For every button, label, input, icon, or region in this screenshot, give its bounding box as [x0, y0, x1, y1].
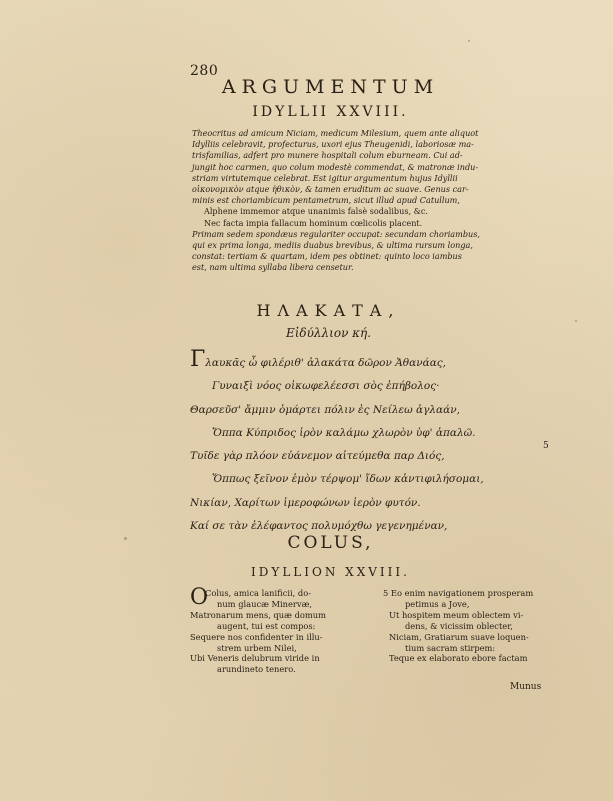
argument-line: minis est choriambicum pentametrum, sicut illud apud Catullum,: [192, 195, 460, 206]
latin-line-text: Eo enim navigationem prosperam: [390, 588, 534, 598]
argument-line: Theocritus ad amicum Niciam, medicum Milesium, quem ante aliquot: [192, 128, 479, 138]
poem-line: Ὅππως ξεῖνον ἐμὸν τέρψομ' ἴδων κἀντιφιλήσομαι,: [212, 473, 484, 486]
paper-speck: [468, 40, 470, 42]
argument-line: striam virtutemque celebrat. Est igitur argumentum hujus Idyllii: [192, 172, 458, 183]
argument-heading: ARGUMENTUM: [221, 76, 440, 98]
paper-speck: [124, 537, 127, 540]
latin-line: Niciam, Gratiarum suave loquen-: [389, 631, 529, 642]
argument-text: [192, 128, 552, 274]
poem-line: Θαρσεῦσ' ἄμμιν ὁμάρτει πόλιν ἐς Νείλεω ἀγλαάν,: [190, 403, 460, 416]
latin-line: augent, tui est compos:: [217, 620, 316, 631]
latin-subheading: IDYLLION XXVIII.: [251, 565, 410, 579]
greek-subheading: Εἰδύλλιον κή.: [285, 326, 372, 340]
argument-line: οἰκονομικὸν atque ἠθικὸν, & tamen eruditum ac suave. Genus car-: [192, 184, 469, 195]
poem-line: Γυναιξὶ νόος οἰκωφελέεσσι σὸς ἐπήβολος·: [212, 380, 440, 393]
greek-dropcap: Γ: [190, 347, 206, 372]
latin-line: strem urbem Nilei,: [217, 642, 297, 653]
argument-subheading: IDYLLII XXVIII.: [252, 104, 409, 120]
poem-line: Τυῖδε γὰρ πλόον εὐάνεμον αἰτεύμεθα παρ Διός,: [190, 450, 445, 463]
latin-right-column: [383, 588, 543, 664]
latin-line: Ut hospitem meum oblectem vi-: [389, 609, 524, 620]
paper-speck: [575, 320, 577, 322]
greek-line-number: 5: [543, 441, 549, 451]
latin-line: Sequere nos confidenter in illu-: [190, 631, 323, 642]
argument-line: est, nam ultima syllaba libera censetur.: [192, 262, 354, 273]
latin-left-column: [190, 588, 365, 675]
poem-line: [190, 347, 540, 375]
argument-line: jungit hoc carmen, quo colum modestè commendat, & matronæ indu-: [192, 161, 479, 172]
catchword: Munus: [510, 682, 542, 692]
latin-line-number: 5: [383, 588, 389, 598]
poem-line-text: λαυκᾶς ὦ φιλέριθ' ἀλακάτα δῶρον Ἀθανάας,: [205, 357, 447, 369]
argument-line: Idylliis celebravit, profecturus, uxori ejus Theugenidi, laboriosæ ma-: [192, 139, 474, 150]
latin-line: petimus a Jove,: [405, 598, 470, 609]
greek-poem: [190, 347, 540, 538]
argument-quote-line: Alphene immemor atque unanimis falsè sodalibus, &c.: [204, 206, 428, 217]
argument-quote-line: Nec facta impia fallacum hominum cœlicolis placent.: [204, 217, 423, 228]
argument-line: constat: tertiam & quartam, idem pes obtinet: quinto loco iambus: [192, 251, 462, 262]
argument-line: qui ex prima longa, mediis duabus brevibus, & ultima rursum longa,: [192, 240, 473, 251]
latin-line: Ubi Veneris delubrum viride in: [190, 653, 320, 664]
latin-line: Teque ex elaborato ebore factam: [389, 653, 528, 664]
poem-line: Ὄππα Κύπριδος ἱρὸν καλάμω χλωρὸν ὑφ' ἁπαλῶ.: [212, 426, 476, 439]
latin-line: [383, 588, 543, 599]
latin-line: arundineto tenero.: [217, 664, 296, 675]
poem-line: Νικίαν, Χαρίτων ἱμεροφώνων ἱερὸν φυτόν.: [190, 496, 421, 509]
argument-line: Primam sedem spondæus regulariter occupat: secundam choriambus,: [192, 228, 480, 239]
latin-heading: COLUS,: [287, 533, 374, 553]
page-number: 280: [190, 63, 219, 79]
latin-dropcap: O: [190, 585, 209, 610]
greek-heading: ΗΛΑΚΑΤΑ,: [256, 301, 401, 320]
argument-line: trisfamilias, adfert pro munere hospitali colum eburneam. Cui ad-: [192, 150, 463, 161]
latin-line: Matronarum mens, quæ domum: [190, 609, 326, 620]
latin-line: num glaucæ Minervæ,: [217, 598, 313, 609]
latin-line: dens, & vicissim oblecter,: [405, 620, 513, 631]
latin-line: Colus, amica lanificii, do-: [205, 588, 312, 598]
poem-line: Καί σε τὰν ἐλέφαντος πολυμόχθω γεγενημέναν,: [190, 520, 448, 533]
latin-line: tium sacram stirpem:: [405, 642, 496, 653]
